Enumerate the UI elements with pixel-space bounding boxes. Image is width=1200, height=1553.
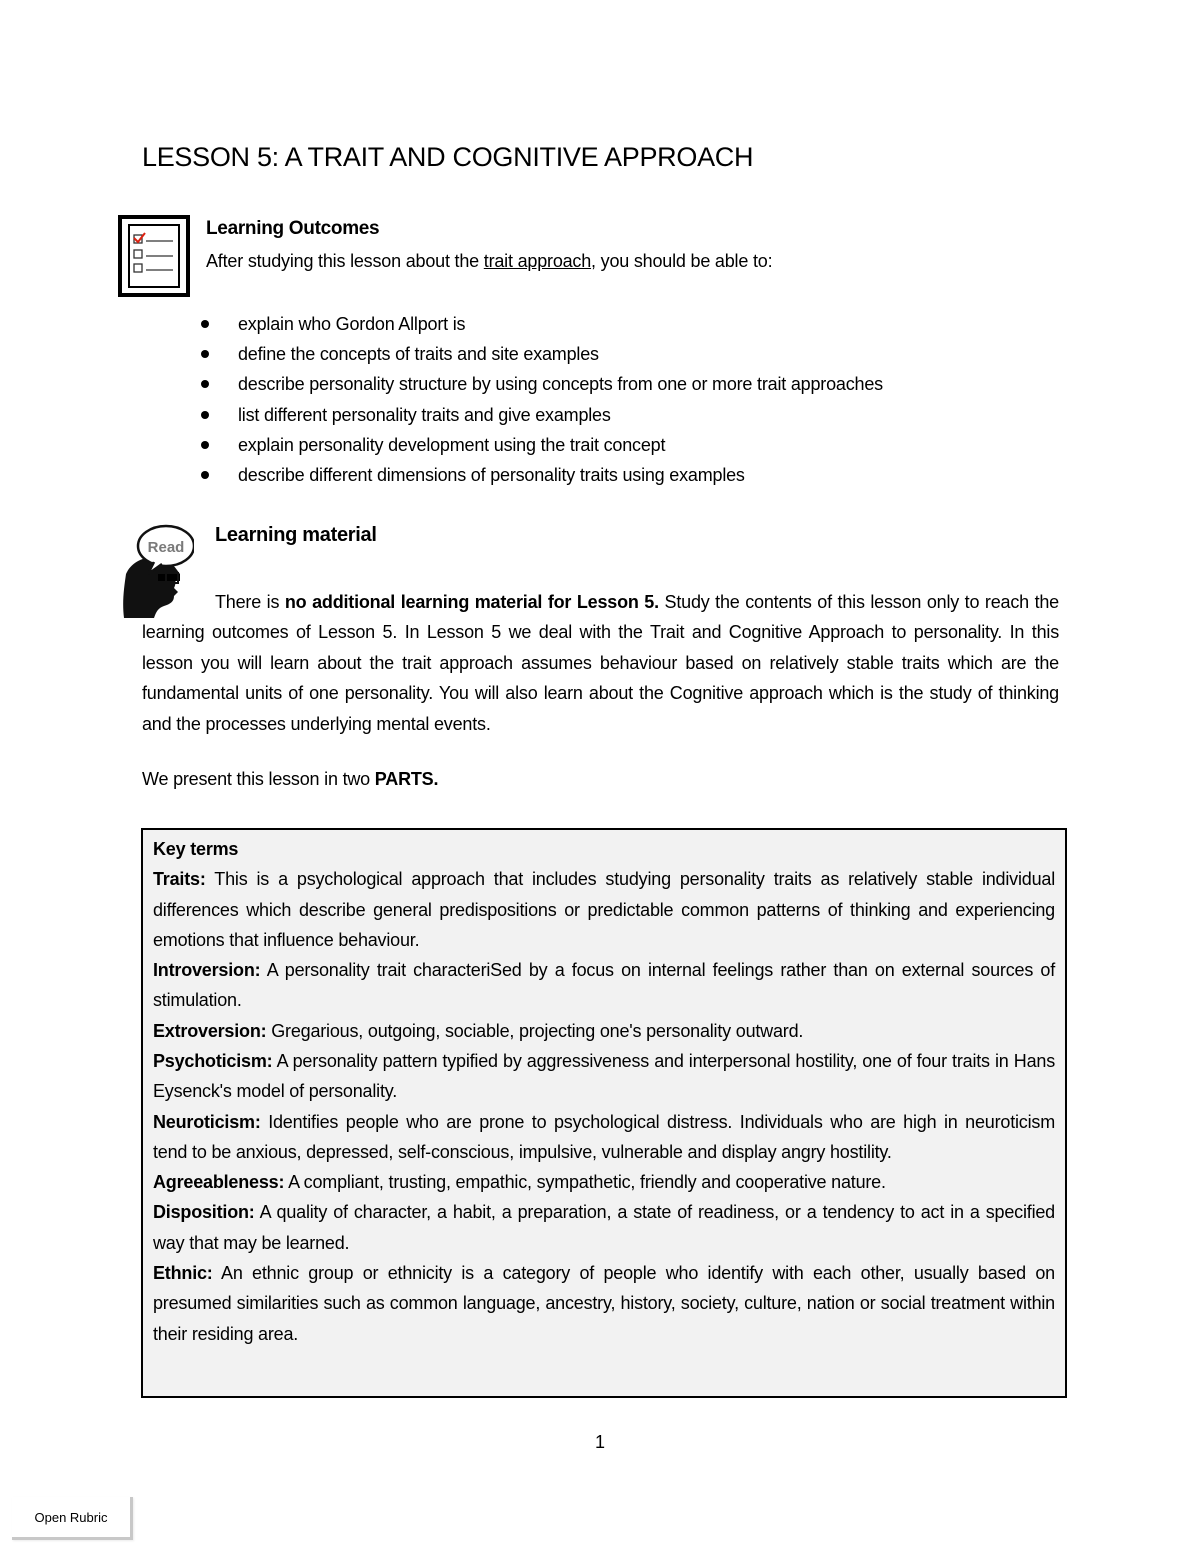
page-number: 1: [594, 1432, 605, 1452]
key-term-traits: Traits: This is a psychological approach that includes studying personality traits as relatively stable individual differences which describe general predispositions or predictable common patterns of thinking and experiencing emotions that influence behaviour.: [153, 869, 1055, 950]
parts-statement: We present this lesson in two PARTS.: [142, 769, 439, 789]
list-item: define the concepts of traits and site examples: [200, 339, 883, 369]
key-term-introversion: Introversion: A personality trait characteriSed by a focus on internal feelings rather than on external sources of stimulation.: [153, 960, 1055, 1011]
lesson-title: LESSON 5: A TRAIT AND COGNITIVE APPROACH: [142, 142, 754, 172]
key-terms-title: Key terms: [153, 839, 239, 859]
key-terms-box: [141, 828, 1067, 1398]
checklist-icon: [118, 215, 190, 297]
learning-material-paragraph: There is no additional learning material for Lesson 5. Study the contents of this lesson only to reach the learning outcomes of Lesson 5. In Lesson 5 we deal with the Trait and Cognitive Approach to personality. In this lesson you will learn about the trait approach assumes behaviour based on relatively stable traits which are the fundamental units of one personality. You will also learn about the Cognitive approach which is the study of thinking and the processes underlying mental events.: [142, 592, 1059, 734]
key-term-disposition: Disposition: A quality of character, a habit, a preparation, a state of readiness, or a tendency to act in a specified way that may be learned.: [153, 1202, 1055, 1253]
list-item: describe different dimensions of personality traits using examples: [200, 460, 883, 490]
list-item: explain who Gordon Allport is: [200, 309, 883, 339]
learning-outcomes-heading: Learning Outcomes: [206, 218, 380, 239]
learning-material-heading: Learning material: [215, 524, 377, 546]
trait-approach-link: trait approach: [483, 251, 592, 271]
bullet-icon: [201, 411, 209, 419]
bullet-icon: [201, 471, 209, 479]
bullet-icon: [201, 441, 209, 449]
key-term-agreeableness: Agreeableness: A compliant, trusting, empathic, sympathetic, friendly and cooperative nature.: [153, 1172, 886, 1193]
learning-outcomes-list: [200, 309, 883, 490]
learning-outcomes-intro: After studying this lesson about the trait approach, you should be able to:: [206, 251, 773, 271]
key-term-ethnic: Ethnic: An ethnic group or ethnicity is a category of people who identify with each other, usually based on presumed similarities such as common language, ancestry, history, society, culture, nation or social treatment within their residing area.: [153, 1263, 1055, 1344]
key-term-extroversion: Extroversion: Gregarious, outgoing, sociable, projecting one's personality outward.: [153, 1020, 804, 1041]
list-item: list different personality traits and give examples: [200, 400, 883, 430]
bullet-icon: [201, 350, 209, 358]
open-rubric-button[interactable]: Open Rubric: [12, 1497, 133, 1540]
bullet-icon: [201, 320, 209, 328]
list-item: describe personality structure by using concepts from one or more trait approaches: [200, 369, 883, 399]
bullet-icon: [201, 380, 209, 388]
read-label: Read: [147, 539, 185, 556]
key-term-neuroticism: Neuroticism: Identifies people who are prone to psychological distress. Individuals who are high in neuroticism tend to be anxious, depressed, self-conscious, impulsive, vulnerable and display angry hostility.: [153, 1111, 1055, 1162]
key-term-psychoticism: Psychoticism: A personality pattern typified by aggressiveness and interpersonal hostility, one of four traits in Hans Eysenck's model of personality.: [153, 1050, 1055, 1102]
list-item: explain personality development using the trait concept: [200, 430, 883, 460]
